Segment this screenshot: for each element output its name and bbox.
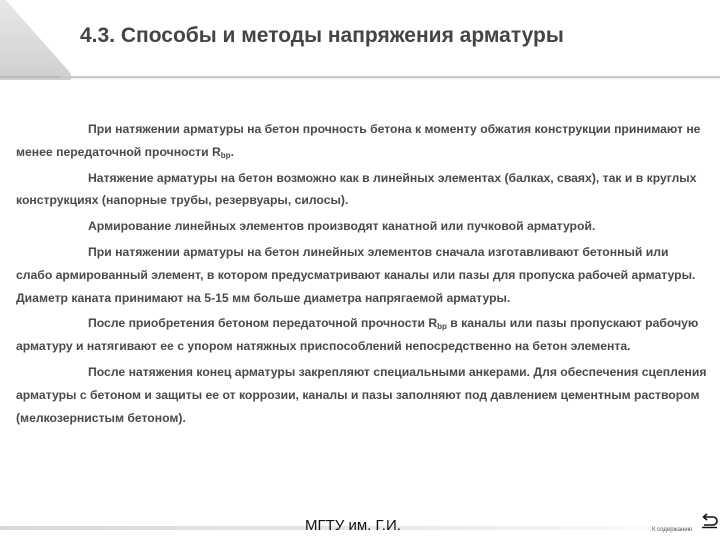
contents-link[interactable]: К содержанию [652, 527, 693, 533]
paragraph-anchoring: После натяжения конец арматуры закрепляют специальными анкерами. Для обеспечения сцепления арматуры с бетоном и защиты ее от коррозии, каналы и пазы заполняют под давлением цементным раствором (мелкозернистым бетоном). [16, 364, 707, 425]
header-corner-decoration [0, 0, 71, 80]
paragraph-text: . [230, 144, 234, 159]
subscript-bp: bp [437, 322, 447, 332]
subscript-bp: bp [220, 150, 231, 160]
paragraph-reinforcement-type: Армирование линейных элементов производят канатной или пучковой арматурой. [88, 219, 596, 234]
header-divider-shadow [60, 76, 720, 80]
paragraph-prestress-strength [16, 118, 708, 164]
return-arrow-icon[interactable] [700, 513, 718, 529]
slide-body [16, 118, 708, 432]
footer-university-label: МГТУ им. Г.И. [305, 517, 401, 534]
paragraph-manufacturing: При натяжении арматуры на бетон линейных элементов сначала изготавливают бетонный или слабо армированный элемент, в котором предусматривают каналы или пазы для пропуска рабочей арматуры. Диаметр каната принимают на 5-15 мм больше диаметра напрягаемой арматуры. [16, 244, 696, 305]
paragraph-tensioning [16, 312, 708, 358]
paragraph-text: При натяжении арматуры на бетон прочность бетона к моменту обжатия конструкции принимают не менее передаточной прочности R [16, 122, 701, 159]
paragraph-text: После приобретения бетоном передаточной прочности R [88, 316, 438, 331]
paragraph-applications: Натяжение арматуры на бетон возможно как в линейных элементах (балках, сваях), так и в круглых конструкциях (напорные трубы, резервуары, силосы). [16, 170, 697, 208]
slide-title: 4.3. Способы и методы напряжения арматуры [80, 24, 564, 47]
paragraph-text: в каналы или пазы пропускают рабочую арматуру и натягивают ее с упором натяжных приспособлений непосредственно на бетон элемента. [16, 316, 699, 354]
